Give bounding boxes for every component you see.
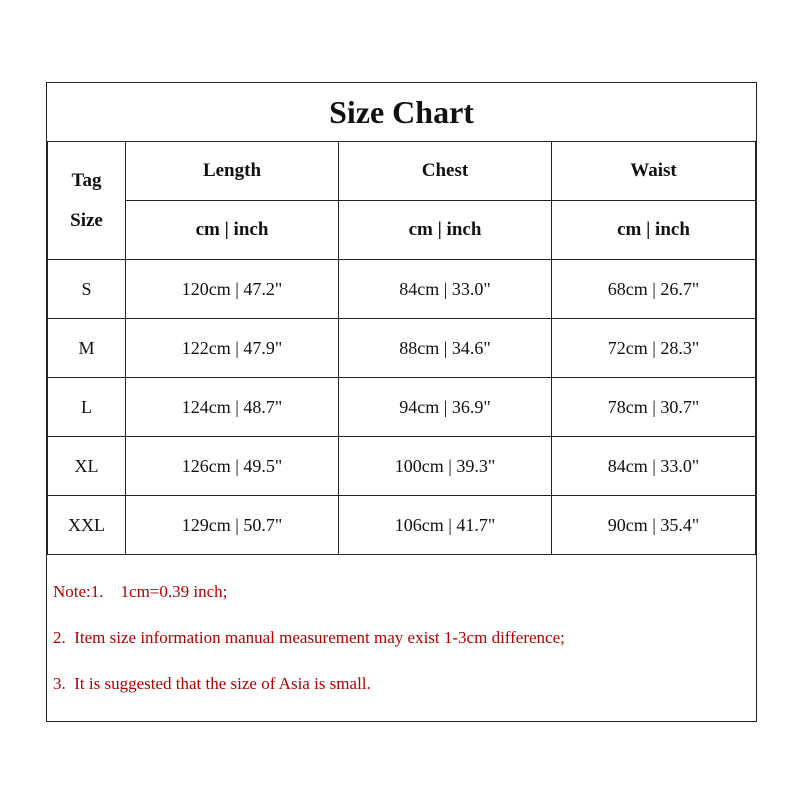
chest-cell: 106cm | 41.7" [339,496,552,555]
length-cell: 124cm | 48.7" [126,378,339,437]
waist-cell: 90cm | 35.4" [552,496,756,555]
unit-label: cm | inch [552,201,756,260]
chest-cell: 94cm | 36.9" [339,378,552,437]
length-cell: 126cm | 49.5" [126,437,339,496]
chart-title: Size Chart [48,83,756,142]
note-2: 2. Item size information manual measurement may exist 1-3cm difference; [53,628,565,647]
chest-cell: 88cm | 34.6" [339,319,552,378]
table-row [48,496,756,555]
waist-cell: 84cm | 33.0" [552,437,756,496]
length-cell: 122cm | 47.9" [126,319,339,378]
size-cell: XXL [48,496,126,555]
note-3: 3. It is suggested that the size of Asia is small. [53,674,371,693]
size-cell: XL [48,437,126,496]
waist-cell: 78cm | 30.7" [552,378,756,437]
chest-cell: 84cm | 33.0" [339,260,552,319]
table-row [48,437,756,496]
size-cell: S [48,260,126,319]
table-row [48,260,756,319]
chest-header: Chest [339,142,552,201]
chest-cell: 100cm | 39.3" [339,437,552,496]
table-row [48,319,756,378]
length-cell: 120cm | 47.2" [126,260,339,319]
table-row [48,378,756,437]
size-label: Size [70,209,103,231]
size-table [47,83,756,555]
tag-size-header [48,142,126,260]
tag-label: Tag [71,169,102,191]
waist-cell: 68cm | 26.7" [552,260,756,319]
unit-label: cm | inch [339,201,552,260]
unit-label: cm | inch [126,201,339,260]
size-cell: L [48,378,126,437]
size-chart [46,82,757,722]
waist-cell: 72cm | 28.3" [552,319,756,378]
length-cell: 129cm | 50.7" [126,496,339,555]
note-1: Note:1. 1cm=0.39 inch; [53,582,228,601]
waist-header: Waist [552,142,756,201]
size-cell: M [48,319,126,378]
length-header: Length [126,142,339,201]
notes-section [47,555,756,721]
